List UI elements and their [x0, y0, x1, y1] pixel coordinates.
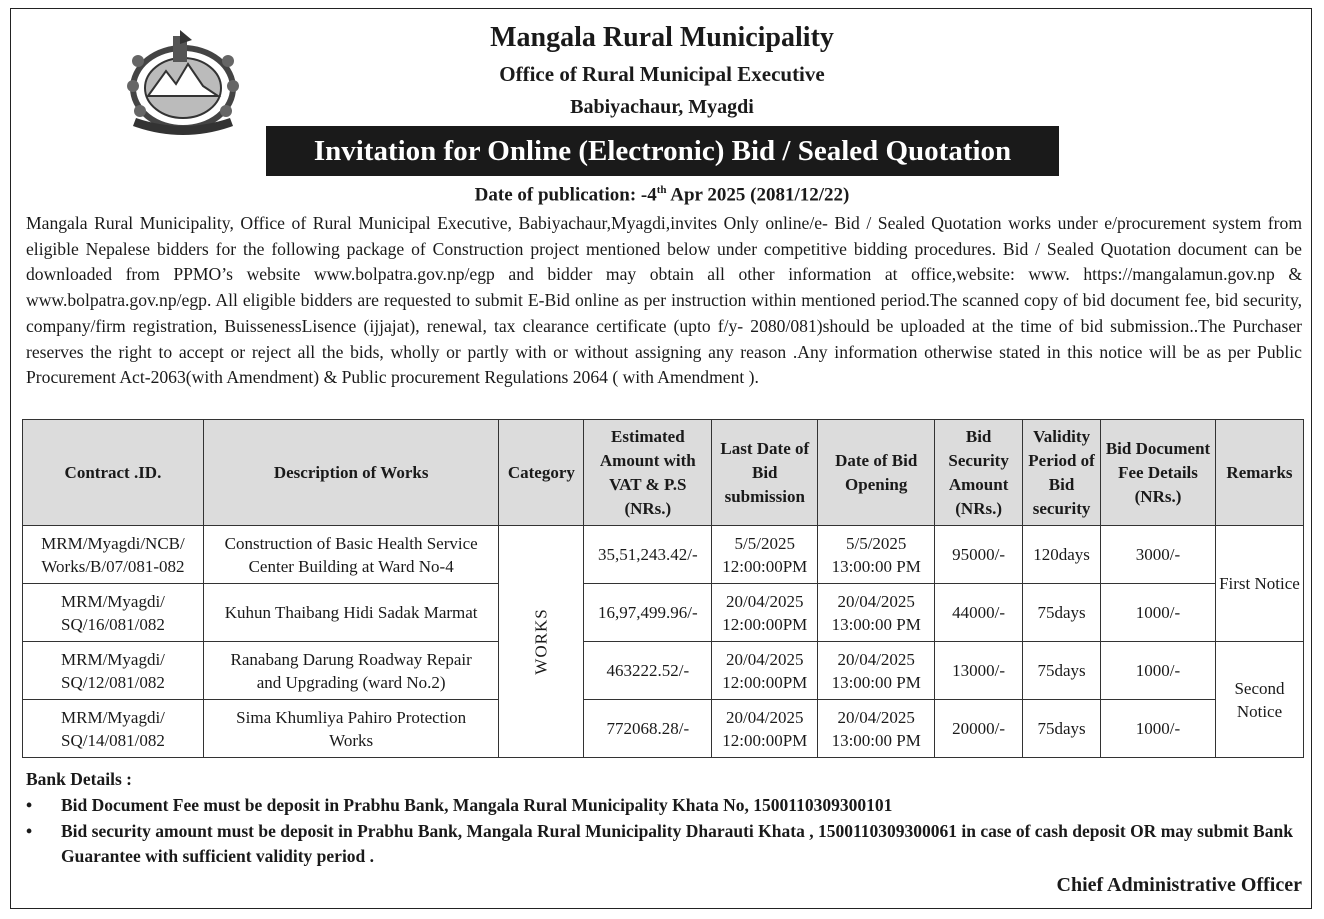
bank-details-title: Bank Details :	[26, 769, 132, 789]
opening-date: 20/04/2025 13:00:00 PM	[818, 700, 935, 758]
header-security: Bid Security Amount (NRs.)	[935, 420, 1023, 526]
doc-fee: 1000/-	[1101, 584, 1216, 642]
validity-period: 75days	[1023, 584, 1101, 642]
remarks-second: Second Notice	[1215, 642, 1303, 758]
contract-id: MRM/Myagdi/ SQ/16/081/082	[23, 584, 204, 642]
category-cell: WORKS	[499, 526, 584, 758]
opening-date: 20/04/2025 13:00:00 PM	[818, 642, 935, 700]
security-amount: 44000/-	[935, 584, 1023, 642]
remarks-first: First Notice	[1215, 526, 1303, 642]
security-amount: 95000/-	[935, 526, 1023, 584]
work-description: Ranabang Darung Roadway Repair and Upgrading (ward No.2)	[203, 642, 499, 700]
last-date: 20/04/2025 12:00:00PM	[712, 700, 818, 758]
header-contract-id: Contract .ID.	[23, 420, 204, 526]
doc-fee: 3000/-	[1101, 526, 1216, 584]
table-row	[23, 700, 1304, 758]
notice-banner: Invitation for Online (Electronic) Bid / Sealed Quotation	[266, 126, 1059, 176]
security-amount: 20000/-	[935, 700, 1023, 758]
contract-id: MRM/Myagdi/ SQ/14/081/082	[23, 700, 204, 758]
bid-table	[22, 419, 1304, 758]
table-row	[23, 584, 1304, 642]
estimated-amount: 16,97,499.96/-	[584, 584, 712, 642]
header-opening: Date of Bid Opening	[818, 420, 935, 526]
table-header-row	[23, 420, 1304, 526]
header-estimated: Estimated Amount with VAT & P.S (NRs.)	[584, 420, 712, 526]
work-description: Kuhun Thaibang Hidi Sadak Marmat	[203, 584, 499, 642]
signatory-title: Chief Administrative Officer	[1056, 874, 1302, 896]
doc-fee: 1000/-	[1101, 642, 1216, 700]
office-name: Office of Rural Municipal Executive	[499, 62, 825, 86]
contract-id: MRM/Myagdi/ SQ/12/081/082	[23, 642, 204, 700]
work-description: Construction of Basic Health Service Center Building at Ward No-4	[203, 526, 499, 584]
estimated-amount: 772068.28/-	[584, 700, 712, 758]
header-validity: Validity Period of Bid security	[1023, 420, 1101, 526]
opening-date: 5/5/2025 13:00:00 PM	[818, 526, 935, 584]
doc-fee: 1000/-	[1101, 700, 1216, 758]
header-remarks: Remarks	[1215, 420, 1303, 526]
validity-period: 120days	[1023, 526, 1101, 584]
last-date: 20/04/2025 12:00:00PM	[712, 584, 818, 642]
table-row	[23, 526, 1304, 584]
last-date: 20/04/2025 12:00:00PM	[712, 642, 818, 700]
security-amount: 13000/-	[935, 642, 1023, 700]
header-last-date: Last Date of Bid submission	[712, 420, 818, 526]
office-address: Babiyachaur, Myagdi	[570, 96, 754, 118]
bank-detail-item: • Bid security amount must be deposit in Prabhu Bank, Mangala Rural Municipality Dharauti Khata , 1500110309300061 in case of cash deposit OR may submit Bank Guarantee with sufficient validity period .	[26, 821, 1293, 866]
header-category: Category	[499, 420, 584, 526]
header-description: Description of Works	[203, 420, 499, 526]
bullet-icon: •	[26, 821, 33, 841]
bullet-icon: •	[26, 795, 33, 815]
publication-date: Date of publication: -4th Apr 2025 (2081/12/22)	[474, 184, 850, 206]
work-description: Sima Khumliya Pahiro Protection Works	[203, 700, 499, 758]
table-row	[23, 642, 1304, 700]
last-date: 5/5/2025 12:00:00PM	[712, 526, 818, 584]
intro-paragraph: Mangala Rural Municipality, Office of Rural Municipal Executive, Babiyachaur,Myagdi,invites Only online/e- Bid / Sealed Quotation works under e/procurement system from eligible Nepalese bidders for the following package of Construction project mentioned below under competitive bidding procedures. Bid / Sealed Quotation document can be downloaded from PPMO’s website www.bolpatra.gov.np/egp and bidder may obtain all other information at office,website: www. https://mangalamun.gov.np & www.bolpatra.gov.np/egp. All eligible bidders are requested to submit E-Bid online as per instruction within mentioned period.The scanned copy of bid document fee, bid security, company/firm registration, BuissenessLisence (ijjajat), renewal, tax clearance certificate (upto f/y- 2080/081)should be uploaded at the time of bid submission..The Purchaser reserves the right to accept or reject all the bids, wholly or partly with or without assigning any reason .Any information otherwise stated in this notice will be as per Public Procurement Act-2063(with Amendment) & Public procurement Regulations 2064 ( with Amendment ).	[26, 213, 1302, 388]
estimated-amount: 35,51,243.42/-	[584, 526, 712, 584]
validity-period: 75days	[1023, 700, 1101, 758]
opening-date: 20/04/2025 13:00:00 PM	[818, 584, 935, 642]
contract-id: MRM/Myagdi/NCB/ Works/B/07/081-082	[23, 526, 204, 584]
bank-detail-item: • Bid Document Fee must be deposit in Prabhu Bank, Mangala Rural Municipality Khata No, 1500110309300101	[26, 793, 1302, 818]
municipality-title: Mangala Rural Municipality	[490, 22, 834, 53]
estimated-amount: 463222.52/-	[584, 642, 712, 700]
validity-period: 75days	[1023, 642, 1101, 700]
header-doc-fee: Bid Document Fee Details (NRs.)	[1101, 420, 1216, 526]
